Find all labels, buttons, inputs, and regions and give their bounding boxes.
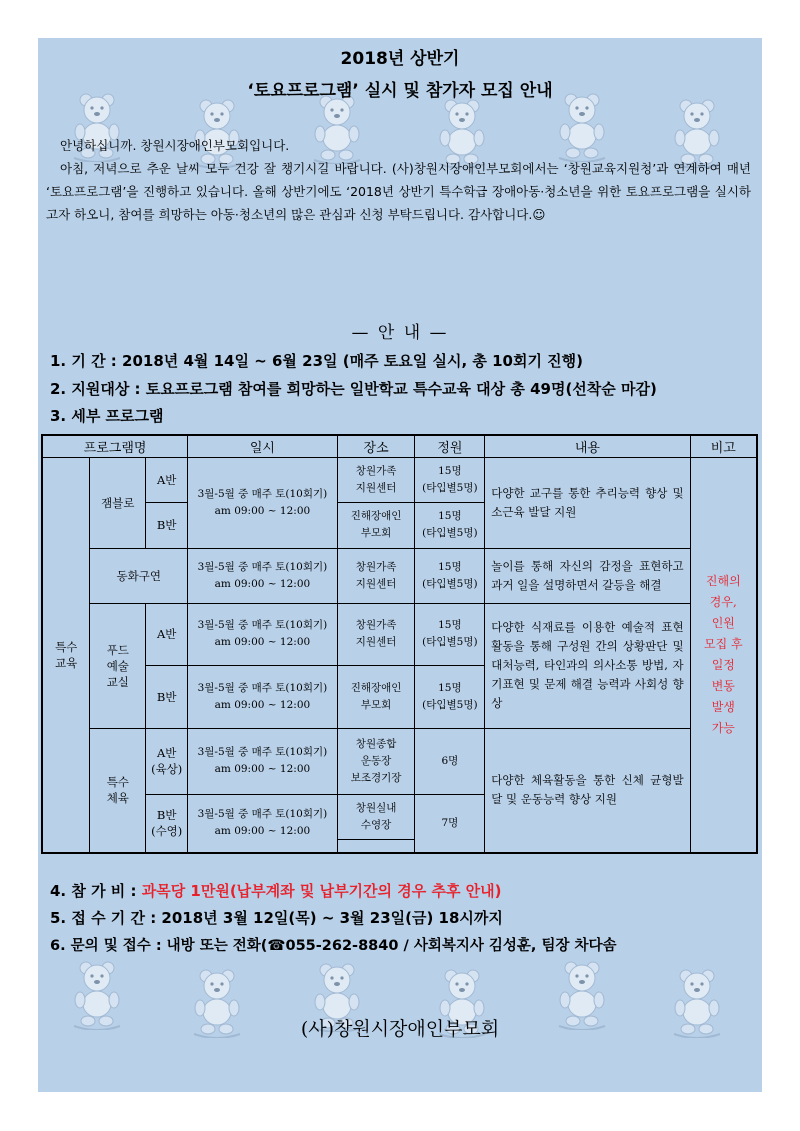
group-donghwa: 동화구연 [90,548,188,603]
empty-cell [337,840,415,854]
schedule-cell: 3월-5월 중 매주 토(10회기) am 09:00 ~ 12:00 [188,728,338,794]
place-cell: 진해장애인 부모회 [337,503,415,548]
schedule-cell: 3월-5월 중 매주 토(10회기) am 09:00 ~ 12:00 [188,458,338,549]
fee-value: 과목당 1만원(납부계좌 및 납부기간의 경우 추후 안내) [141,882,502,900]
group-jamble: 잼블로 [90,458,146,549]
intro-body: 아침, 저녁으로 추운 날씨 모두 건강 잘 챙기시길 바랍니다. (사)창원시장애인부모회에서는 ‘창원교육지원청’과 연계하여 매년 ‘토요프로그램’을 진행하고 있습니다. 올해 상반기에도 ‘2018년 상반기 특수학급 장애아동·청소년을 위한 토요프로그램을 실시하고자 하오니, 참여를 희망하는 아동·청소년의 많은 관심과 신청 부탁드립니다. 감사합니다.☺ [46,161,751,222]
header-schedule: 일시 [188,435,338,458]
content-cell: 놀이를 통해 자신의 감정을 표현하고 과거 일을 설명하면서 갈등을 해결 [485,548,690,603]
place-cell: 창원가족 지원센터 [337,548,415,603]
item-period: 1. 기 간 : 2018년 4월 14일 ~ 6월 23일 (매주 토요일 실시, 총 10회기 진행) [50,352,583,370]
header-capacity: 정원 [415,435,485,458]
class-cell: A반 [146,458,188,503]
content-cell: 다양한 교구를 통한 추리능력 향상 및 소근육 발달 지원 [485,458,690,549]
header-place: 장소 [337,435,415,458]
place-cell: 창원가족 지원센터 [337,458,415,503]
capacity-cell: 6명 [415,728,485,794]
guide-heading: — 안 내 — [351,323,449,343]
class-cell: B반 (수영) [146,794,188,853]
note-cell: 진해의 경우, 인원 모집 후 일정 변동 발생 가능 [690,458,757,854]
capacity-cell: 15명 (타입별5명) [415,603,485,665]
page-title: ‘토요프로그램’ 실시 및 참가자 모집 안내 [247,81,553,101]
capacity-cell: 15명 (타입별5명) [415,548,485,603]
place-cell: 창원실내 수영장 [337,794,415,839]
class-cell: B반 [146,666,188,728]
table-row [42,603,757,665]
fee-label: 4. 참 가 비 : [50,882,142,900]
category-cell: 특수 교육 [42,458,90,854]
group-food: 푸드 예술 교실 [90,603,146,728]
title-year: 2018년 상반기 [340,49,460,69]
class-cell: A반 (육상) [146,728,188,794]
program-table [41,434,758,854]
table-header-row [42,435,757,458]
class-cell: A반 [146,603,188,665]
document-page [38,38,762,1092]
item-reception: 5. 접 수 기 간 : 2018년 3월 12일(목) ~ 3월 23일(금) 18시까지 [50,909,503,927]
schedule-cell: 3월-5월 중 매주 토(10회기) am 09:00 ~ 12:00 [188,666,338,728]
schedule-cell: 3월-5월 중 매주 토(10회기) am 09:00 ~ 12:00 [188,603,338,665]
table-row [42,548,757,603]
place-cell: 진해장애인 부모회 [337,666,415,728]
item-fee [50,880,502,901]
item-target: 2. 지원대상 : 토요프로그램 참여를 희망하는 일반학교 특수교육 대상 총 49명(선착순 마감) [50,380,657,398]
schedule-cell: 3월-5월 중 매주 토(10회기) am 09:00 ~ 12:00 [188,548,338,603]
capacity-cell: 15명 (타입별5명) [415,666,485,728]
capacity-cell: 15명 (타입별5명) [415,503,485,548]
content-cell: 다양한 체육활동을 통한 신체 균형발달 및 운동능력 향상 지원 [485,728,690,853]
item-contact: 6. 문의 및 접수 : 내방 또는 전화(☎055-262-8840 / 사회복지사 김성훈, 팀장 차다솜 [50,938,617,954]
group-pe: 특수 체육 [90,728,146,853]
header-note: 비고 [690,435,757,458]
capacity-cell: 15명 (타입별5명) [415,458,485,503]
organization-name: (사)창원시장애인부모회 [300,1018,500,1040]
capacity-cell: 7명 [415,794,485,853]
intro-text [46,134,751,226]
class-cell: B반 [146,503,188,548]
item-program: 3. 세부 프로그램 [50,407,164,425]
header-name: 프로그램명 [42,435,188,458]
place-cell: 창원종합 운동장 보조경기장 [337,728,415,794]
schedule-cell: 3월-5월 중 매주 토(10회기) am 09:00 ~ 12:00 [188,794,338,853]
greeting: 안녕하십니까. 창원시장애인부모회입니다. [60,138,290,153]
place-cell: 창원가족 지원센터 [337,603,415,665]
header-content: 내용 [485,435,690,458]
table-row [42,728,757,794]
table-row [42,458,757,503]
content-cell: 다양한 식재료를 이용한 예술적 표현 활동을 통해 구성원 간의 상황판단 및 대처능력, 타인과의 의사소통 방법, 자기표현 및 문제 해결 능력과 사회성 향상 [485,603,690,728]
